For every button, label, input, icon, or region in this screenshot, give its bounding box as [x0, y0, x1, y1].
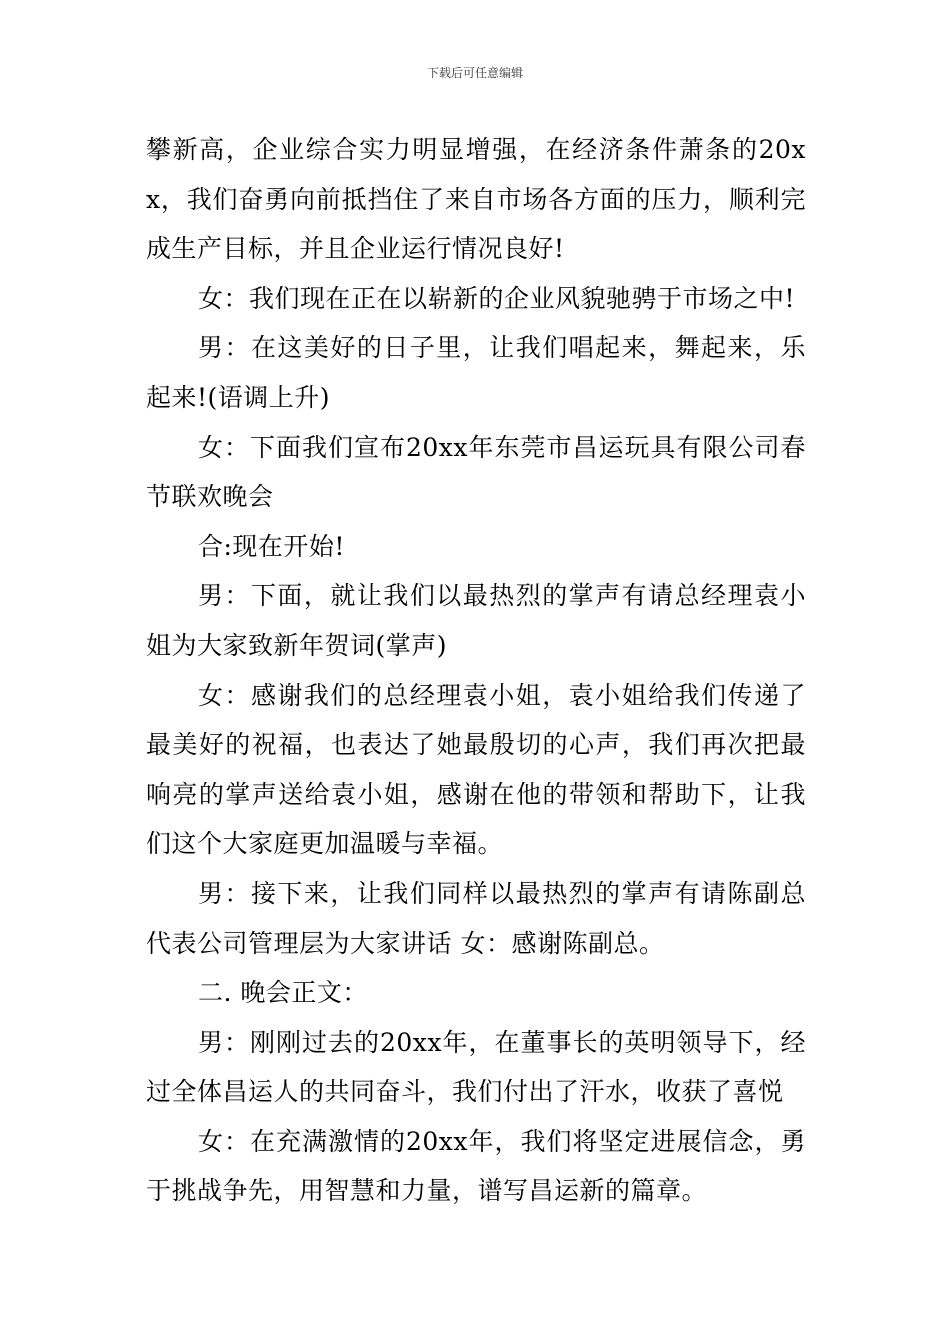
paragraph-dialogue: 男：在这美好的日子里，让我们唱起来，舞起来，乐起来!(语调上升) [146, 333, 806, 412]
page-header: 下载后可任意编辑 [426, 66, 523, 80]
paragraph-dialogue: 合:现在开始! [198, 531, 345, 561]
paragraph-dialogue: 男：接下来，让我们同样以最热烈的掌声有请陈副总代表公司管理层为大家讲话 女：感谢陈副总。 [146, 878, 806, 958]
paragraph-dialogue: 女：下面我们宣布20xx年东莞市昌运玩具有限公司春节联欢晚会 [146, 432, 806, 512]
paragraph-dialogue: 女：感谢我们的总经理袁小姐，袁小姐给我们传递了最美好的祝福，也表达了她最殷切的心声，我们再次把最响亮的掌声送给袁小姐，感谢在他的带领和帮助下，让我们这个大家庭更加温暖与幸福。 [146, 680, 806, 859]
paragraph-dialogue: 女：在充满激情的20xx年，我们将坚定进展信念，勇于挑战争先，用智慧和力量，谱写昌运新的篇章。 [146, 1126, 806, 1206]
paragraph-continuation: 攀新高，企业综合实力明显增强，在经济条件萧条的20xx，我们奋勇向前抵挡住了来自市场各方面的压力，顺利完成生产目标，并且企业运行情况良好! [146, 135, 806, 264]
section-heading: 二. 晚会正文： [198, 978, 368, 1008]
document-body [146, 125, 806, 1216]
paragraph-dialogue: 女：我们现在正在以崭新的企业风貌驰骋于市场之中! [198, 283, 796, 313]
paragraph-dialogue: 男：刚刚过去的20xx年，在董事长的英明领导下，经过全体昌运人的共同奋斗，我们付出了汗水，收获了喜悦 [146, 1027, 806, 1107]
paragraph-dialogue: 男：下面，就让我们以最热烈的掌声有请总经理袁小姐为大家致新年贺词(掌声) [146, 581, 806, 660]
